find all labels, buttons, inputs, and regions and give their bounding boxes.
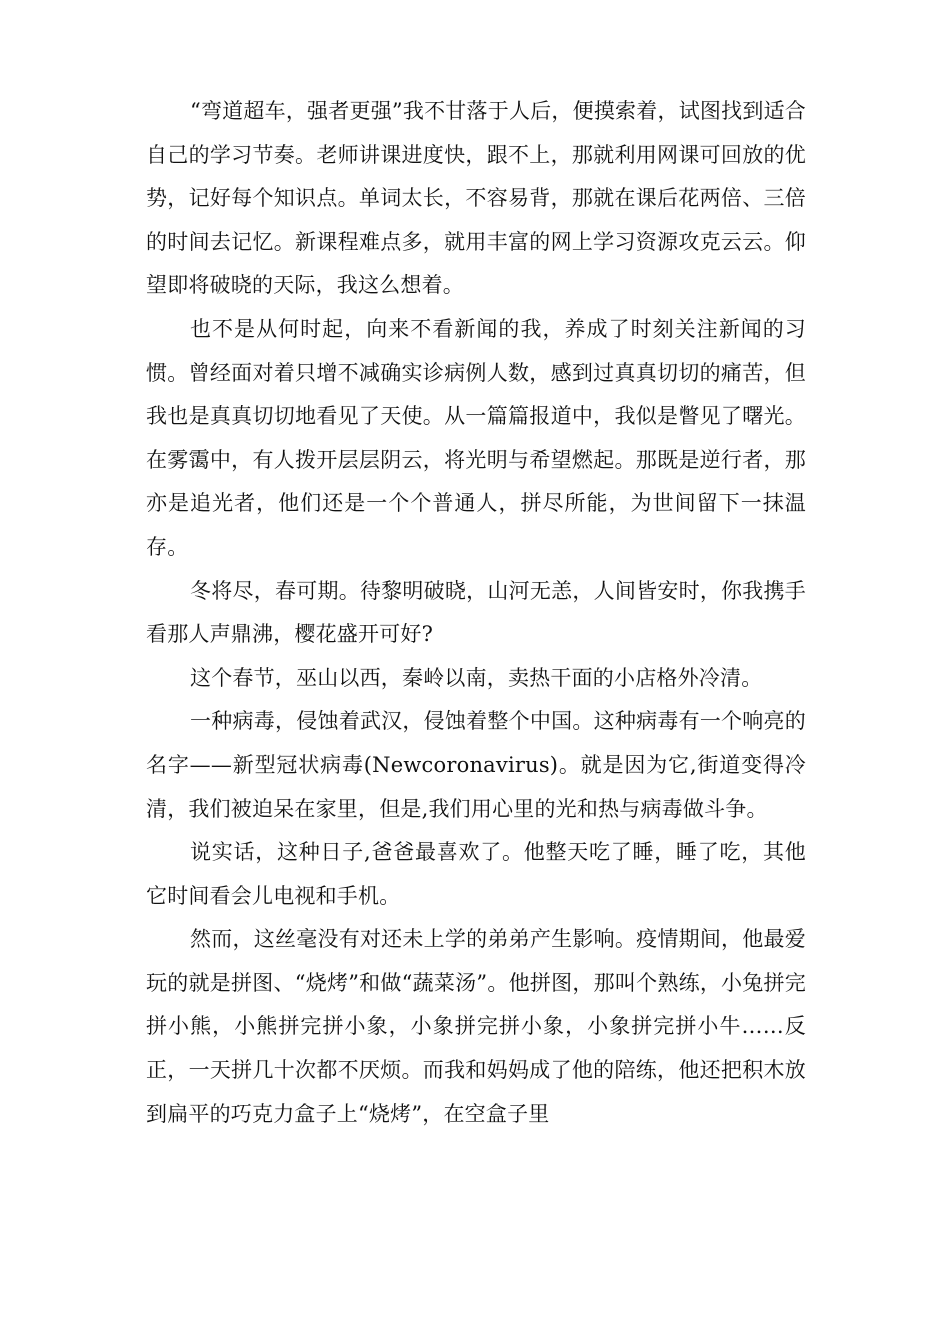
paragraph: 然而，这丝毫没有对还未上学的弟弟产生影响。疫情期间，他最爱玩的就是拼图、“烧烤”和做“蔬菜汤”。他拼图，那叫个熟练，小兔拼完拼小熊，小熊拼完拼小象，小象拼完拼小象，小象拼完拼小牛……反正，一天拼几十次都不厌烦。而我和妈妈成了他的陪练，他还把积木放到扁平的巧克力盒子上“烧烤”，在空盒子里	[146, 927, 806, 1126]
paragraph: 这个春节，巫山以西，秦岭以南，卖热干面的小店格外冷清。	[190, 665, 763, 690]
paragraph: 一种病毒，侵蚀着武汉，侵蚀着整个中国。这种病毒有一个响亮的名字——新型冠状病毒(Newcoronavirus)。就是因为它,街道变得冷清，我们被迫呆在家里，但是,我们用心里的光和热与病毒做斗争。	[146, 709, 806, 821]
paragraph: 冬将尽，春可期。待黎明破晓，山河无恙，人间皆安时，你我携手看那人声鼎沸，樱花盛开可好?	[146, 578, 806, 647]
document-body	[146, 90, 806, 1136]
paragraph: “弯道超车，强者更强”我不甘落于人后，便摸索着，试图找到适合自己的学习节奏。老师讲课进度快，跟不上，那就利用网课可回放的优势，记好每个知识点。单词太长，不容易背，那就在课后花两倍、三倍的时间去记忆。新课程难点多，就用丰富的网上学习资源攻克云云。仰望即将破晓的天际，我这么想着。	[146, 99, 806, 298]
paragraph: 也不是从何时起，向来不看新闻的我，养成了时刻关注新闻的习惯。曾经面对着只增不减确实诊病例人数，感到过真真切切的痛苦，但我也是真真切切地看见了天使。从一篇篇报道中，我似是瞥见了曙光。在雾霭中，有人拨开层层阴云，将光明与希望燃起。那既是逆行者，那亦是追光者，他们还是一个个普通人，拼尽所能，为世间留下一抹温存。	[146, 316, 806, 559]
paragraph: 说实话，这种日子,爸爸最喜欢了。他整天吃了睡，睡了吃，其他它时间看会儿电视和手机。	[146, 840, 806, 908]
